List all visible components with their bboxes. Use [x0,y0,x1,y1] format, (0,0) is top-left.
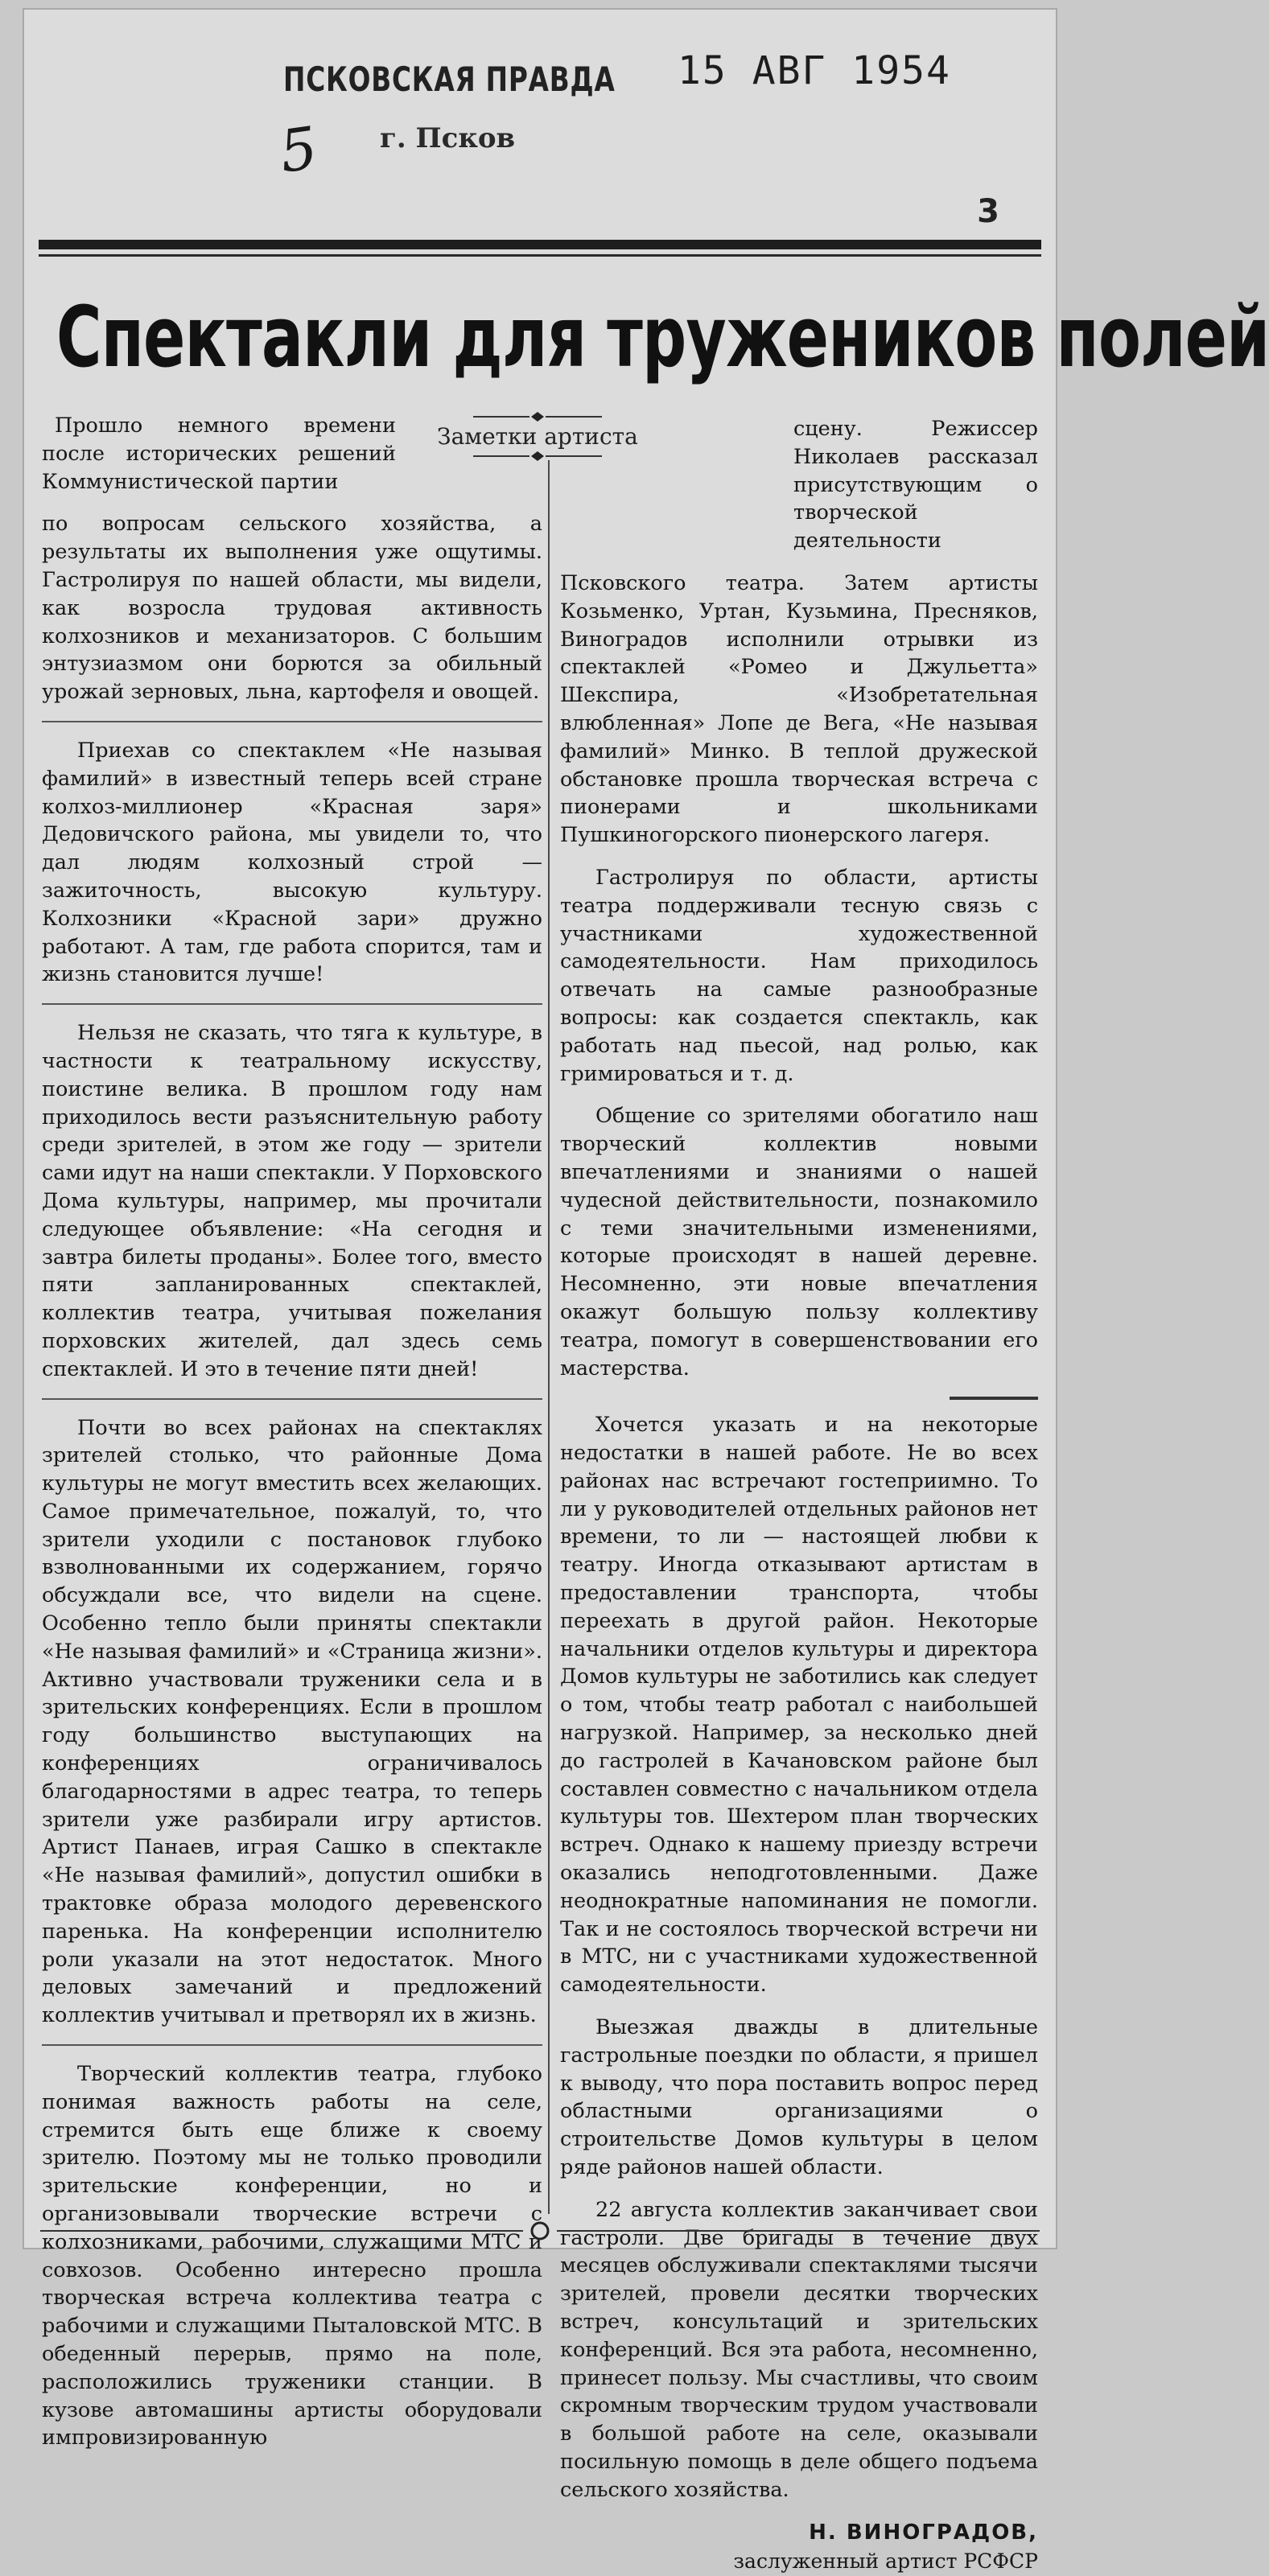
article-paragraph: по вопросам сельского хозяйства, а результаты их выполнения уже ощутимы. Гастролируя по нашей области, мы видели, как возросла трудовая активность колхозников и механизаторов. С большим энтузиазмом они борются за обильный урожай зерновых, льна, картофеля и овощей. [42,512,542,705]
article-paragraph: 22 августа коллектив заканчивает свои гастроли. Две бригады в течение двух месяцев обслуживали спектаклями тысячи зрителей, провели десятки творческих встреч, консультаций и зрительских конференций. Вся эта работа, несомненно, принесет пользу. Мы счастливы, что своим скромным творческим трудом участвовали в большой работе на селе, оказывали посильную помощь в деле общего подъема сельского хозяйства. [560,2197,1038,2502]
city-stamp: г. Псков [380,122,516,154]
top-rule [39,240,1041,249]
article-paragraph: Приехав со спектаклем «Не называя фамилий» в известный теперь всей стране колхоз-миллионер «Красная заря» Дедовичского района, мы увидели то, что дал людям колхозный строй — зажиточность, высокую культуру. Колхозники «Красной зари» дружно работают. А там, где работа спорится, там и жизнь становится лучше! [42,738,542,987]
article-paragraph: Хочется указать и на некоторые недостатки в нашей работе. Не во всех районах нас встречают гостеприимно. То ли у руководителей отдельных районов нет времени, то ли — настоящей любви к театру. Иногда отказывают артистам в предоставлении транспорта, чтобы переехать в другой район. Некоторые начальники отделов культуры и директора Домов культуры не заботились как следует о том, чтобы театр работал с наибольшей нагрузкой. Например, за несколько дней до гастролей в Качановском районе был составлен совместно с начальником отдела культуры тов. Шехтером план творческих встреч. Однако к нашему приезду встречи оказались неподготовленными. Даже неоднократные напоминания не помогли. Так и не состоялось творческой встречи ни в МТС, ни с участниками художественной самодеятельности. [560,1413,1038,1998]
article-paragraph: Псковского театра. Затем артисты Козьменко, Уртан, Кузьмина, Пресняков, Виноградов исполнили отрывки из спектаклей «Ромео и Джульетта» Шекспира, «Изобретательная влюбленная» Лопе де Вега, «Не называя фамилий» Минко. В теплой дружеской обстановке прошла творческая встреча с пионерами и школьниками Пушкиногорского пионерского лагеря. [560,570,1038,848]
article-paragraph: сцену. Режиссер Николаев рассказал присутствующим о творческой деятельности [793,417,1038,553]
article-paragraph: Гастролируя по области, артисты театра поддерживали тесную связь с участниками художественной самодеятельности. Нам приходилось отвечать на самые разнообразные вопросы: как создается спектакль, как работать над пьесой, над ролью, как гримироваться и т. д. [560,865,1038,1086]
handwritten-mark: 5 [275,113,322,186]
author-signature: Н. ВИНОГРАДОВ, [809,2520,1038,2545]
bottom-ornament-icon [24,2219,1056,2243]
page-number: 3 [977,193,999,230]
author-title: заслуженный артист РСФСР [733,2549,1038,2574]
column-divider [548,460,550,2214]
section-rule [42,1003,542,1005]
article-subtitle: Заметки артиста [437,423,638,450]
clipping-header [24,10,1056,230]
article-paragraph: Прошло немного времени после исторических решений Коммунистической партии [42,414,396,494]
right-column [560,415,1038,2576]
section-rule [42,1398,542,1400]
section-rule [42,721,542,722]
section-rule [42,2044,542,2046]
newspaper-name-stamp: ПСКОВСКАЯ ПРАВДА [283,60,616,99]
newspaper-clipping [23,8,1269,2574]
article-paragraph: Выезжая дважды в длительные гастрольные поездки по области, я пришел к выводу, что пора поставить вопрос перед областными организациями о строительстве Домов культуры в целом ряде районов нашей области. [560,2015,1038,2180]
article-paragraph: Почти во всех районах на спектаклях зрителей столько, что районные Дома культуры не могут вместить всех желающих. Самое примечательное, пожалуй, то, что зрители уходили с постановок глубоко взволнованными их содержанием, горячо обсуждали все, что видели на сцене. Особенно тепло были приняты спектакли «Не называя фамилий» и «Страница жизни». Активно участвовали труженики села и в зрительских конференциях. Если в прошлом году большинство выступающих на конференциях ограничивалось благодарностями в адрес театра, то теперь зрители уже разбирали игру артистов. Артист Панаев, играя Сашко в спектакле «Не называя фамилий», допустил ошибки в трактовке образа молодого деревенского паренька. На конференции исполнителю роли указали на этот недостаток. Много деловых замечаний и предложений коллектив учитывал и претворял их в жизнь. [42,1415,542,2028]
article-paragraph: Общение со зрителями обогатило наш творческий коллектив новыми впечатлениями и знаниями о нашей чудесной действительности, познакомило с теми значительными изменениями, которые происходят в нашей деревне. Несомненно, эти новые впечатления окажут большую пользу коллективу театра, помогут в совершенствовании его мастерства. [560,1104,1038,1381]
article-headline: Спектакли для тружеников полей [56,288,1269,386]
top-rule-thin [39,254,1041,257]
date-stamp: 15 АВГ 1954 [678,48,951,93]
section-rule [950,1397,1038,1400]
article-paragraph: Творческий коллектив театра, глубоко понимая важность работы на селе, стремится быть еще ближе к своему зрителю. Поэтому мы не только проводили зрительские конференции, но и организовывали творческие встречи с колхозниками, рабочими, служащими МТС и совхозов. Особенно интересно прошла творческая встреча коллектива театра с рабочими и служащими Пыталовской МТС. В обеденный перерыв, прямо на поле, расположились труженики станции. В кузове автомашины артисты оборудовали импровизированную [42,2062,542,2450]
left-column [42,412,542,2467]
article-paragraph: Нельзя не сказать, что тяга к культуре, в частности к театральному искусству, поистине велика. В прошлом году нам приходилось вести разъяснительную работу среди зрителей, в этом же году — зрители сами идут на наши спектакли. У Порховского Дома культуры, например, мы прочитали следующее объявление: «На сегодня и завтра билеты проданы». Более того, вместо пяти запланированных спектаклей, коллектив театра, учитывая пожелания порховских жителей, дал здесь семь спектаклей. И это в течение пяти дней! [42,1021,542,1381]
